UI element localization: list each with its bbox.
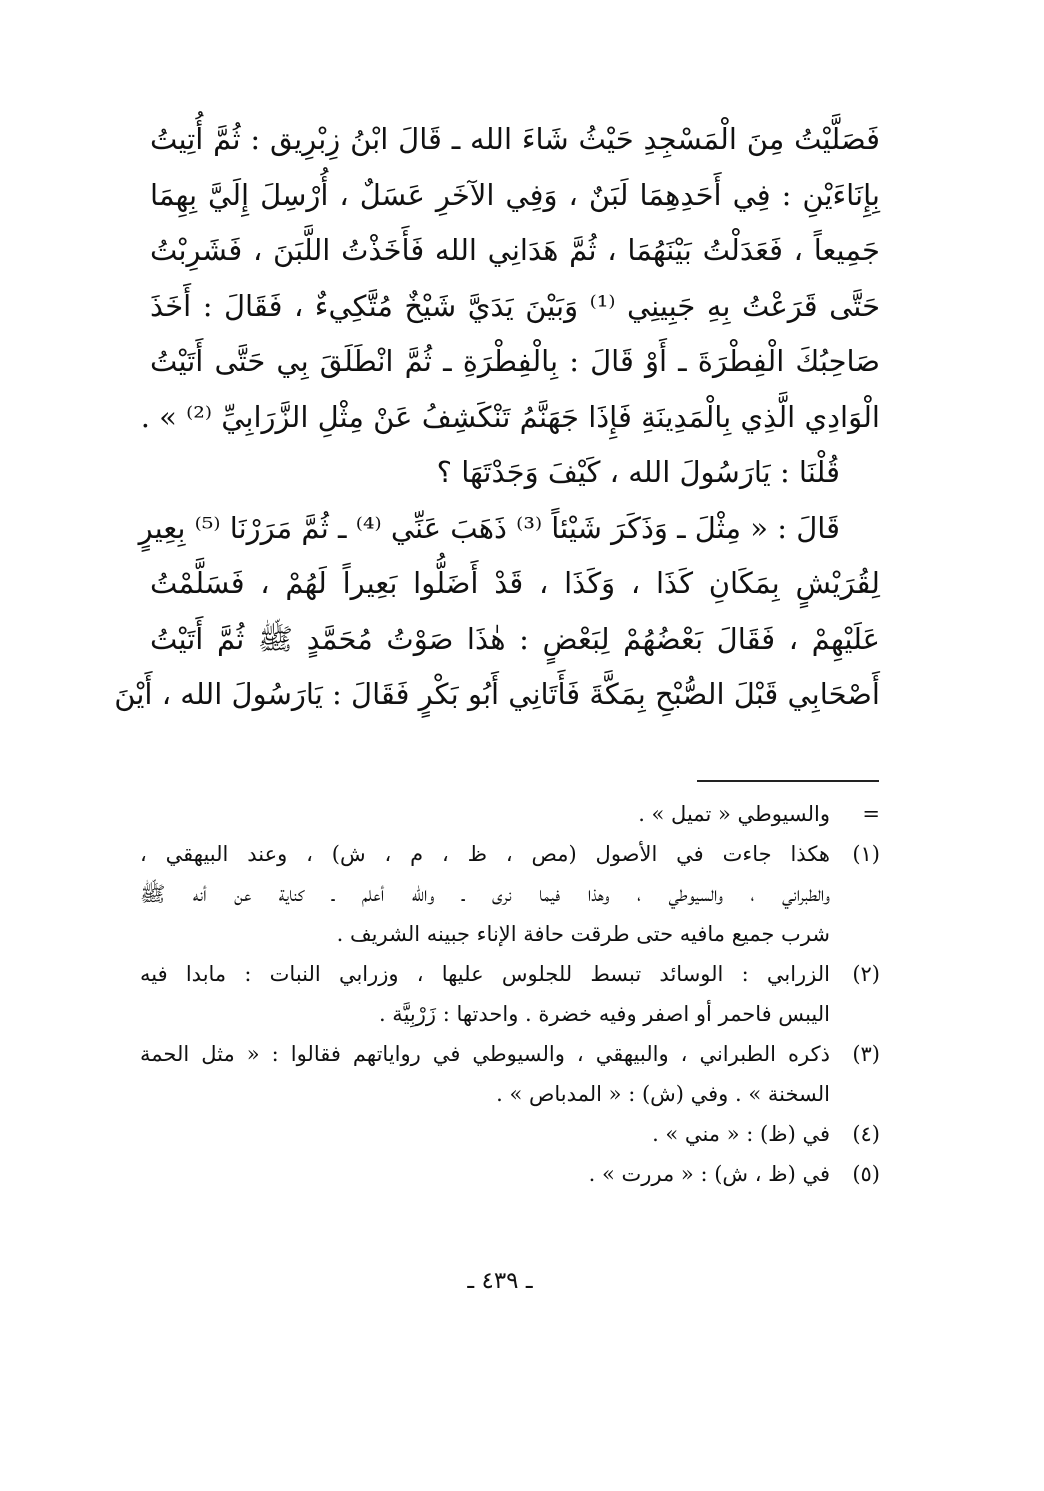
footnote-continuation-marker: =: [862, 802, 880, 826]
footnote-line: في (ظ ، ش) : « مررت » .: [588, 1162, 830, 1186]
footnotes-block: [140, 794, 880, 1194]
footnote-3: [140, 1034, 880, 1114]
text-line: لِقُرَيْشٍ بِمَكَانِ كَذَا ، وَكَذَا ، قَدْ أَضَلُّوا بَعِيراً لَهُمْ ، فَسَلَّمْتُ: [150, 566, 880, 600]
main-text-block: [114, 112, 880, 723]
text-line: بِإِنَاءَيْنِ : فِي أَحَدِهِمَا لَبَنٌ ، وَفِي الآخَرِ عَسَلٌ ، أُرْسِلَ إِلَيَّ بِهِمَا: [150, 177, 880, 212]
footnote-line: والطبراني ، والسيوطي ، وهذا فيما نرى ـ والله أعلم ـ كناية عن أنه ﷺ: [140, 882, 830, 906]
text-line: جَمِيعاً ، فَعَدَلْتُ بَيْنَهُمَا ، ثُمَّ هَدَانِي الله فَأَخَذْتُ اللَّبَنَ ، فَشَرِبْتُ: [150, 233, 880, 267]
text-line: قَالَ : « مِثْلَ ـ وَذَكَرَ شَيْئاً ⁽³⁾ ذَهَبَ عَنِّي ⁽⁴⁾ ـ ثُمَّ مَرَرْنَا ⁽⁵⁾ بِعِيرٍ: [138, 510, 840, 545]
footnote-line: الزرابي : الوسائد تبسط للجلوس عليها ، وزرابي النبات : مابدا فيه: [140, 962, 830, 986]
text-line: أَصْحَابِي قَبْلَ الصُّبْحِ بِمَكَّةَ فَأَتَانِي أَبُو بَكْرٍ فَقَالَ : يَارَسُولَ الله ، أَيْنَ: [114, 677, 880, 711]
footnote-line: والسيوطي « تميل » .: [638, 802, 830, 826]
text-line: عَلَيْهِمْ ، فَقَالَ بَعْضُهُمْ لِبَعْضٍ : هٰذَا صَوْتُ مُحَمَّدٍ ﷺ ثُمَّ أَتَيْتُ: [150, 621, 880, 656]
text-line: فَصَلَّيْتُ مِنَ الْمَسْجِدِ حَيْثُ شَاءَ الله ـ قَالَ ابْنُ زِبْرِيق : ثُمَّ أُتِيتُ: [150, 122, 880, 156]
text-line: حَتَّى قَرَعْتُ بِهِ جَبِينِي ⁽¹⁾ وَبَيْنَ يَدَيَّ شَيْخٌ مُتَّكِيءٌ ، فَقَالَ : أَخَذَ: [150, 288, 880, 323]
text-line: الْوَادِي الَّذِي بِالْمَدِينَةِ فَإِذَا جَهَنَّمُ تَنْكَشِفُ عَنْ مِثْلِ الزَّرَابِيِّ ⁽²⁾ » .: [140, 399, 880, 434]
footnote-1: [140, 834, 880, 954]
footnote-number: (١): [852, 842, 880, 866]
text-line: قُلْنَا : يَارَسُولَ الله ، كَيْفَ وَجَدْتَهَا ؟: [436, 455, 840, 489]
page-number: ـ ٤٣٩ ـ: [467, 1268, 533, 1294]
footnote-number: (٥): [852, 1162, 880, 1186]
footnote-line: اليبس فاحمر أو اصفر وفيه خضرة . واحدتها : زَرْبِيَّة .: [378, 1002, 830, 1026]
footnote-number: (٢): [852, 962, 880, 986]
footnote-line: في (ظ) : « مني » .: [652, 1122, 830, 1146]
footnote-2: [140, 954, 880, 1034]
footnote-line: ذكره الطبراني ، والبيهقي ، والسيوطي في رواياتهم فقالوا : « مثل الحمة: [140, 1042, 830, 1066]
footnote-line: هكذا جاءت في الأصول (مص ، ظ ، م ، ش) ، وعند البيهقي ،: [140, 842, 830, 866]
footnote-number: (٣): [852, 1042, 880, 1066]
footnote-line: السخنة » . وفي (ش) : « المدباص » .: [496, 1082, 830, 1106]
footnote-line: شرب جميع مافيه حتى طرقت حافة الإناء جبينه الشريف .: [336, 922, 830, 946]
footnote-5: [140, 1154, 880, 1194]
footnote-separator: [697, 780, 879, 782]
text-line: صَاحِبُكَ الْفِطْرَةَ ـ أَوْ قَالَ : بِالْفِطْرَةِ ـ ثُمَّ انْطَلَقَ بِي حَتَّى أَتَيْتُ: [150, 344, 880, 378]
footnote-4: [140, 1114, 880, 1154]
footnote-continuation: [140, 794, 880, 834]
footnote-number: (٤): [852, 1122, 880, 1146]
